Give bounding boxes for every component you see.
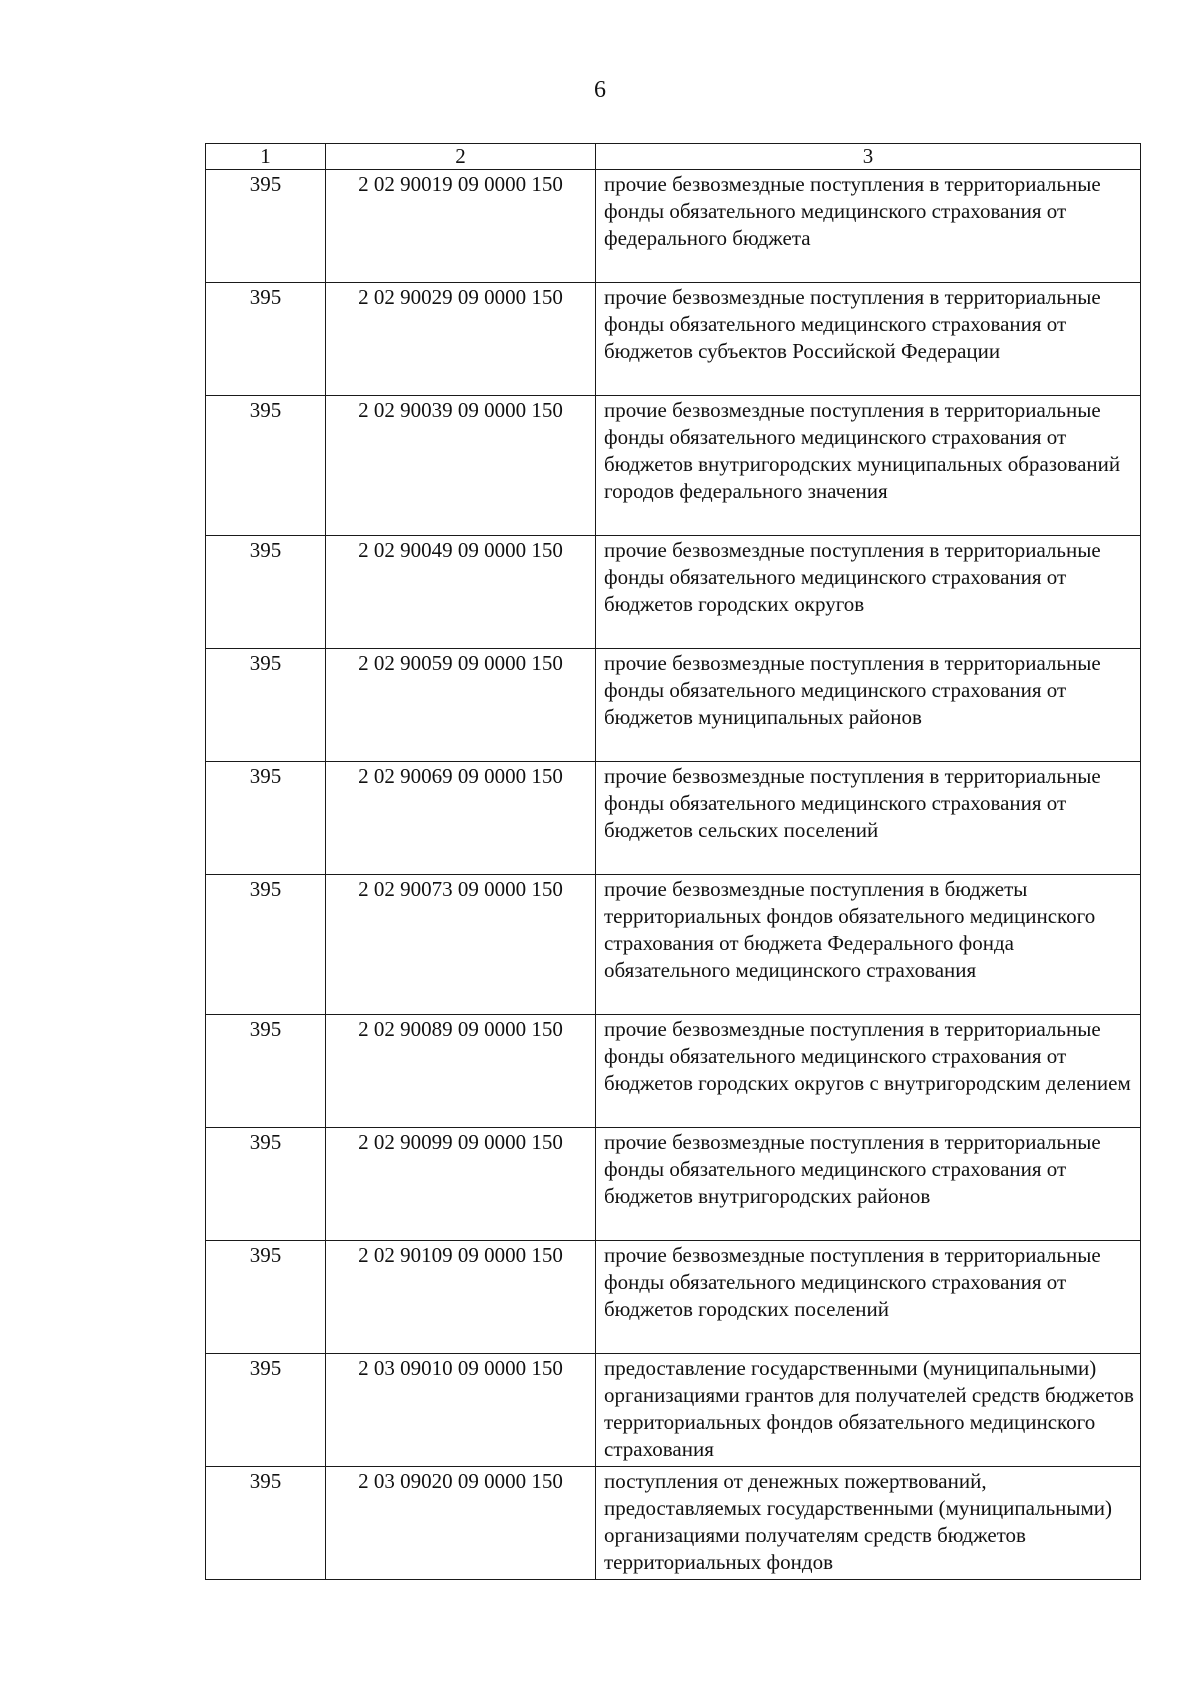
budget-code-cell: 2 03 09020 09 0000 150: [326, 1467, 596, 1580]
description-cell: предоставление государственными (муниципальными) организациями грантов для получателей средств бюджетов территориальных фондов обязательного медицинского страхования: [596, 1354, 1141, 1467]
description-cell: прочие безвозмездные поступления в бюджеты территориальных фондов обязательного медицинского страхования от бюджета Федерального фонда обязательного медицинского страхования: [596, 875, 1141, 1015]
admin-code-cell: 395: [206, 1241, 326, 1354]
budget-code-cell: 2 02 90039 09 0000 150: [326, 396, 596, 536]
header-col-2: 2: [326, 144, 596, 170]
header-col-1: 1: [206, 144, 326, 170]
admin-code-cell: 395: [206, 1354, 326, 1467]
budget-code-cell: 2 02 90059 09 0000 150: [326, 649, 596, 762]
table-row: [206, 1015, 1141, 1128]
budget-code-cell: 2 02 90069 09 0000 150: [326, 762, 596, 875]
table-row: [206, 170, 1141, 283]
table-row: [206, 1354, 1141, 1467]
table-row: [206, 1128, 1141, 1241]
budget-code-cell: 2 02 90099 09 0000 150: [326, 1128, 596, 1241]
description-cell: прочие безвозмездные поступления в территориальные фонды обязательного медицинского страхования от бюджетов сельских поселений: [596, 762, 1141, 875]
budget-code-cell: 2 02 90109 09 0000 150: [326, 1241, 596, 1354]
table-row: [206, 875, 1141, 1015]
table-row: [206, 1467, 1141, 1580]
description-cell: прочие безвозмездные поступления в территориальные фонды обязательного медицинского страхования от бюджетов городских поселений: [596, 1241, 1141, 1354]
description-cell: прочие безвозмездные поступления в территориальные фонды обязательного медицинского страхования от бюджетов городских округов: [596, 536, 1141, 649]
table-row: [206, 1241, 1141, 1354]
admin-code-cell: 395: [206, 649, 326, 762]
description-cell: прочие безвозмездные поступления в территориальные фонды обязательного медицинского страхования от бюджетов внутригородских районов: [596, 1128, 1141, 1241]
table-body: [206, 170, 1141, 1580]
table-row: [206, 762, 1141, 875]
description-cell: прочие безвозмездные поступления в территориальные фонды обязательного медицинского страхования от бюджетов субъектов Российской Федерации: [596, 283, 1141, 396]
admin-code-cell: 395: [206, 1015, 326, 1128]
admin-code-cell: 395: [206, 1128, 326, 1241]
admin-code-cell: 395: [206, 1467, 326, 1580]
budget-code-cell: 2 02 90049 09 0000 150: [326, 536, 596, 649]
table-row: [206, 536, 1141, 649]
admin-code-cell: 395: [206, 283, 326, 396]
table-header: [206, 144, 1141, 170]
budget-code-cell: 2 02 90073 09 0000 150: [326, 875, 596, 1015]
description-cell: поступления от денежных пожертвований, предоставляемых государственными (муниципальными) организациями получателям средств бюджетов территориальных фондов: [596, 1467, 1141, 1580]
description-cell: прочие безвозмездные поступления в территориальные фонды обязательного медицинского страхования от бюджетов внутригородских муниципальных образований городов федерального значения: [596, 396, 1141, 536]
description-cell: прочие безвозмездные поступления в территориальные фонды обязательного медицинского страхования от федерального бюджета: [596, 170, 1141, 283]
table-row: [206, 396, 1141, 536]
page-number: 6: [594, 77, 606, 103]
table-row: [206, 649, 1141, 762]
budget-code-cell: 2 03 09010 09 0000 150: [326, 1354, 596, 1467]
description-cell: прочие безвозмездные поступления в территориальные фонды обязательного медицинского страхования от бюджетов городских округов с внутригородским делением: [596, 1015, 1141, 1128]
admin-code-cell: 395: [206, 170, 326, 283]
table-row: [206, 283, 1141, 396]
admin-code-cell: 395: [206, 875, 326, 1015]
budget-code-cell: 2 02 90029 09 0000 150: [326, 283, 596, 396]
admin-code-cell: 395: [206, 536, 326, 649]
header-col-3: 3: [596, 144, 1141, 170]
budget-code-cell: 2 02 90089 09 0000 150: [326, 1015, 596, 1128]
admin-code-cell: 395: [206, 396, 326, 536]
table-header-row: [206, 144, 1141, 170]
budget-code-cell: 2 02 90019 09 0000 150: [326, 170, 596, 283]
admin-code-cell: 395: [206, 762, 326, 875]
description-cell: прочие безвозмездные поступления в территориальные фонды обязательного медицинского страхования от бюджетов муниципальных районов: [596, 649, 1141, 762]
budget-codes-table: [205, 143, 1141, 1580]
